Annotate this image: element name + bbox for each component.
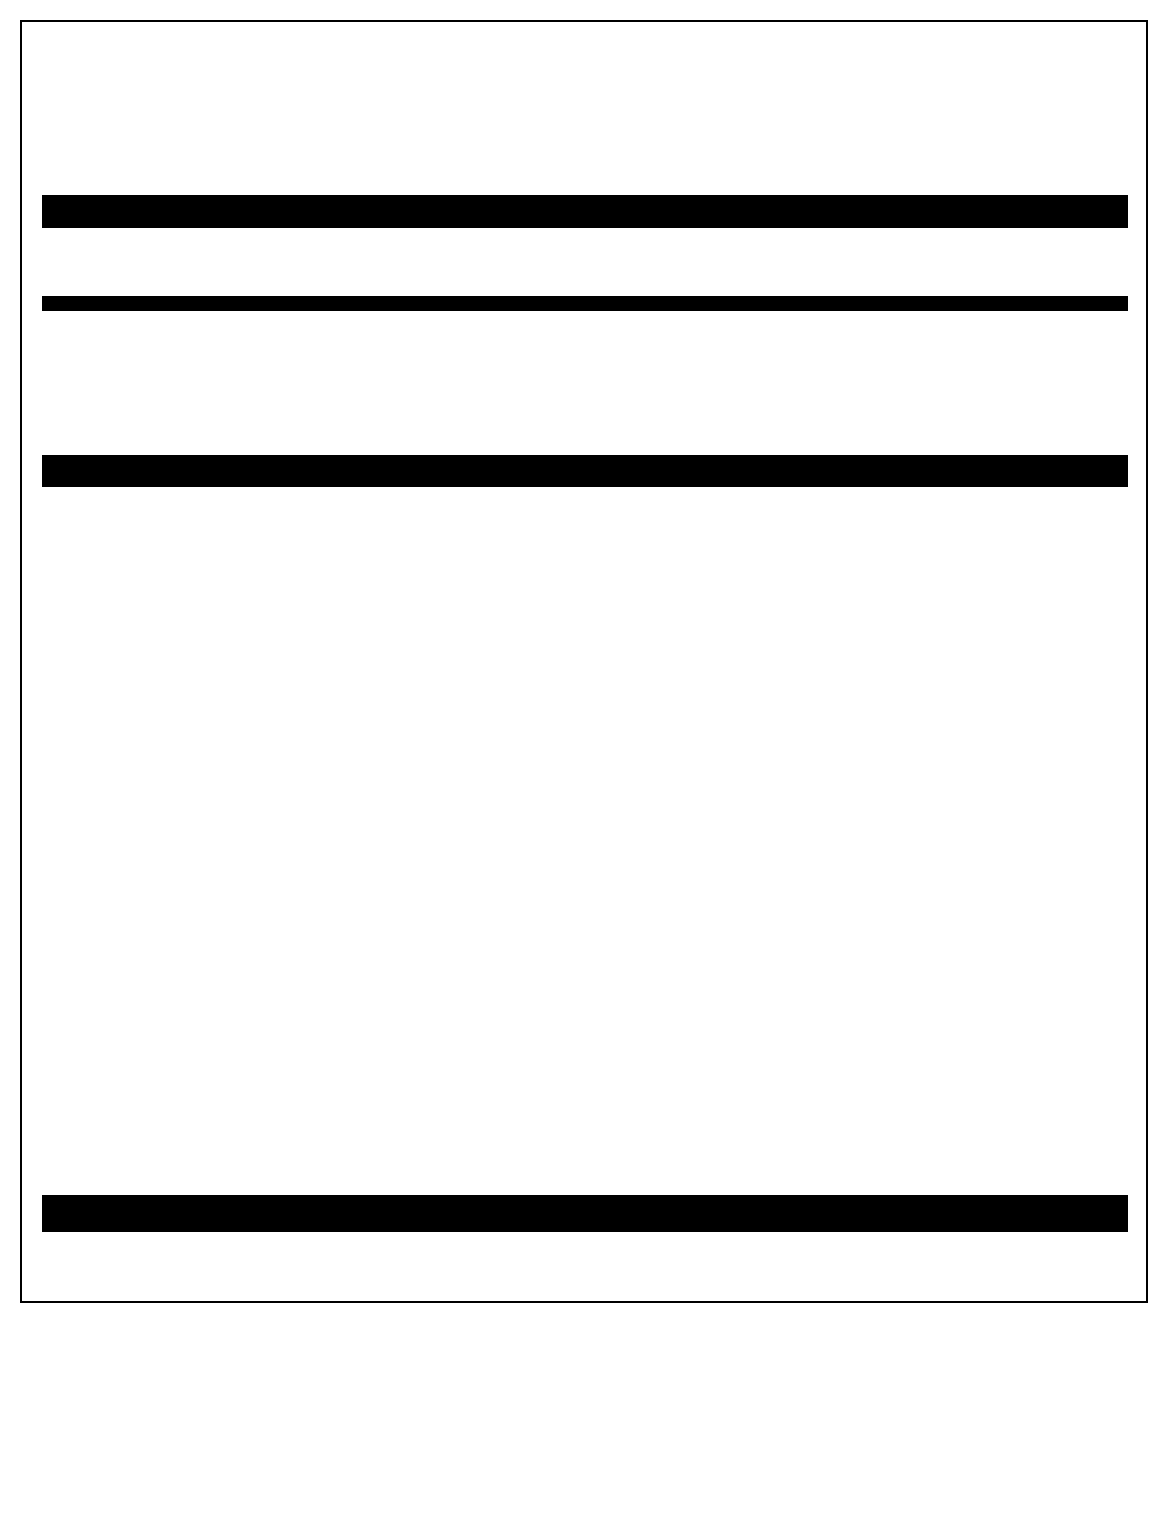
supplement-facts-panel: [20, 20, 1148, 1303]
thick-divider: [42, 455, 1128, 487]
medium-divider: [42, 296, 1128, 311]
thick-divider: [42, 1195, 1128, 1232]
thick-divider: [42, 195, 1128, 228]
